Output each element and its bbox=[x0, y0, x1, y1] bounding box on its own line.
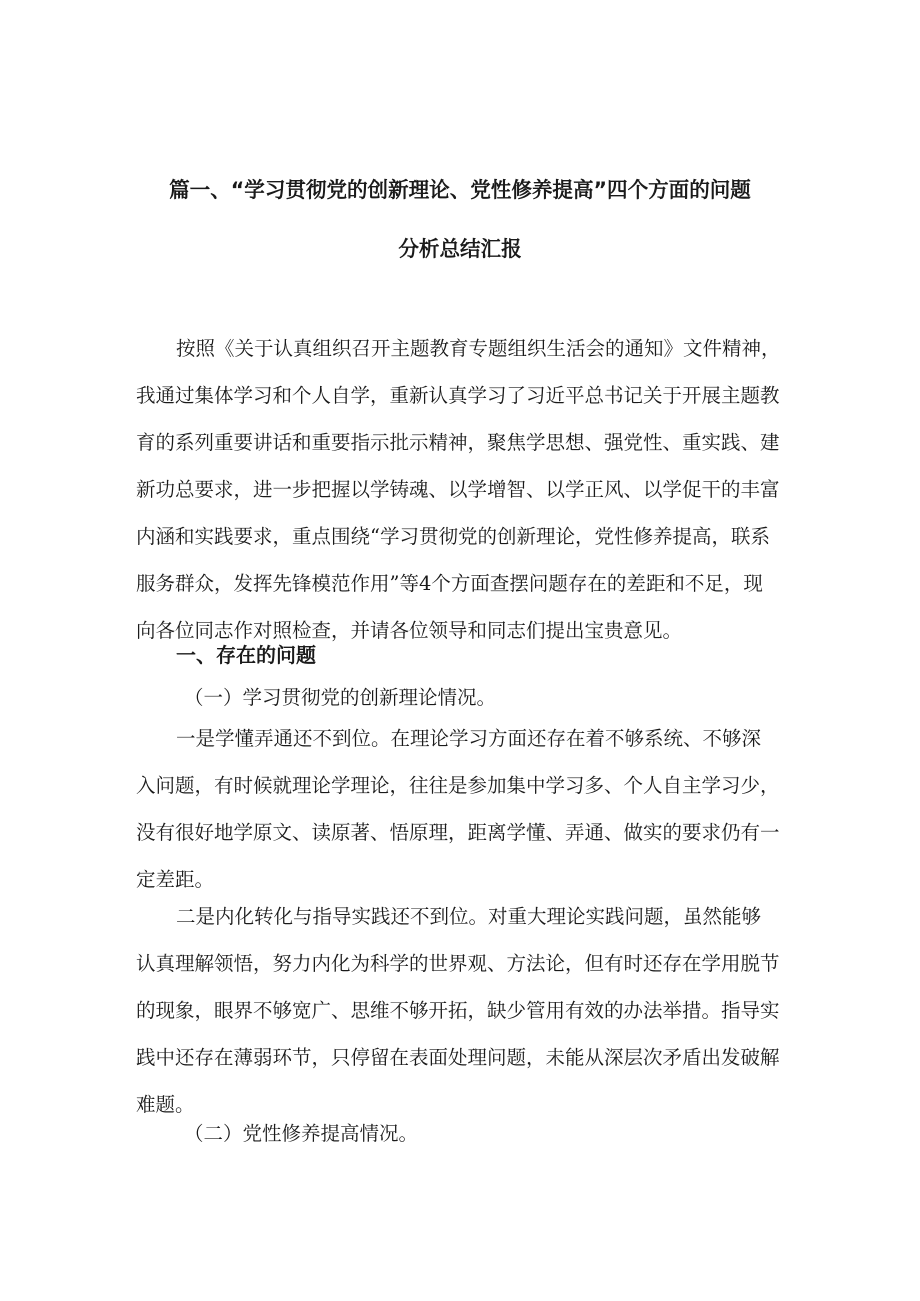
intro-line: 我通过集体学习和个人自学，重新认真学习了习近平总书记关于开展主题教 bbox=[136, 384, 780, 407]
intro-line: 服务群众，发挥先锋模范作用”等4个方面查摆问题存在的差距和不足，现 bbox=[136, 572, 763, 595]
intro-line: 新功总要求，进一步把握以学铸魂、以学增智、以学正风、以学促干的丰富 bbox=[136, 478, 780, 501]
intro-line: 按照《关于认真组织召开主题教育专题组织生活会的通知》文件精神， bbox=[176, 337, 781, 360]
paragraph-line: 践中还存在薄弱环节，只停留在表面处理问题，未能从深层次矛盾出发破解 bbox=[136, 1046, 780, 1069]
paragraph-line: 没有很好地学原文、读原著、悟原理，距离学懂、弄通、做实的要求仍有一 bbox=[136, 821, 780, 844]
paragraph-line: 入问题，有时候就理论学理论，往往是参加集中学习多、个人自主学习少， bbox=[136, 774, 780, 797]
intro-line: 向各位同志作对照检查，并请各位领导和同志们提出宝贵意见。 bbox=[136, 619, 683, 642]
paragraph-line: 难题。 bbox=[136, 1093, 195, 1116]
document-title-line2: 分析总结汇报 bbox=[398, 237, 522, 261]
paragraph-line: 一是学懂弄通还不到位。在理论学习方面还存在着不够系统、不够深 bbox=[176, 727, 762, 750]
section-heading-problems: 一、存在的问题 bbox=[176, 643, 316, 667]
intro-line: 育的系列重要讲话和重要指示批示精神，聚焦学思想、强党性、重实践、建 bbox=[136, 431, 780, 454]
paragraph-line: 认真理解领悟，努力内化为科学的世界观、方法论，但有时还存在学用脱节 bbox=[136, 952, 780, 975]
document-title-line1: 篇一、“学习贯彻党的创新理论、党性修养提高”四个方面的问题 bbox=[169, 178, 751, 202]
paragraph-line: 的现象，眼界不够宽广、思维不够开拓，缺少管用有效的办法举措。指导实 bbox=[136, 999, 780, 1022]
subsection-heading-party-spirit: （二）党性修养提高情况。 bbox=[184, 1122, 419, 1145]
paragraph-line: 二是内化转化与指导实践还不到位。对重大理论实践问题，虽然能够 bbox=[176, 905, 762, 928]
subsection-heading-theory: （一）学习贯彻党的创新理论情况。 bbox=[184, 686, 497, 709]
intro-line: 内涵和实践要求，重点围绕“学习贯彻党的创新理论，党性修养提高，联系 bbox=[136, 525, 770, 548]
paragraph-line: 定差距。 bbox=[136, 868, 215, 891]
